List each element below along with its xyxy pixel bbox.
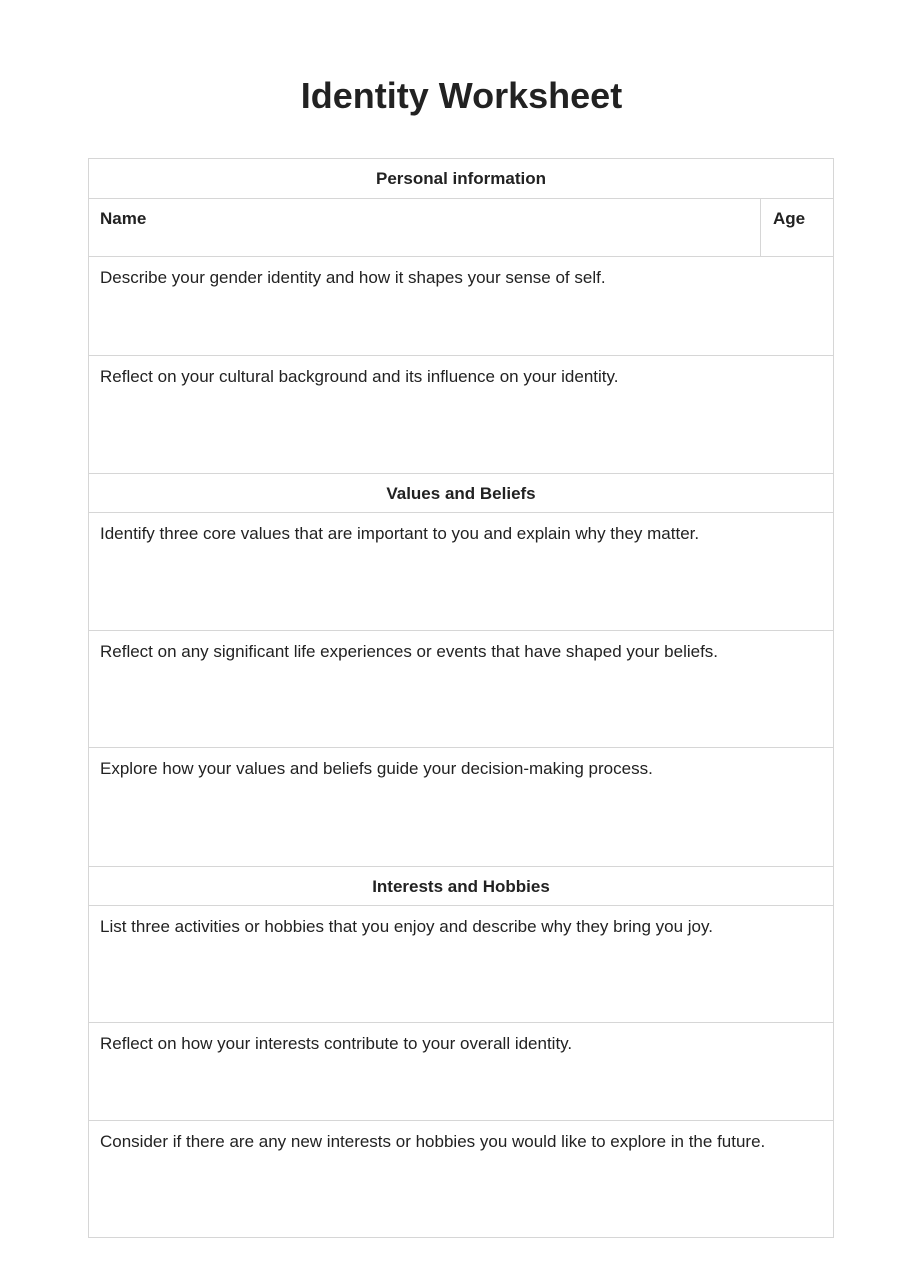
prompt-text: Reflect on any significant life experiences or events that have shaped your beliefs.: [100, 642, 719, 661]
prompt-text: Reflect on how your interests contribute to your overall identity.: [100, 1034, 573, 1053]
answer-box-core-values[interactable]: [89, 512, 833, 630]
prompt-text: Consider if there are any new interests or hobbies you would like to explore in the future.: [100, 1132, 766, 1151]
answer-box-activities-hobbies[interactable]: [89, 905, 833, 1022]
prompt-text: List three activities or hobbies that you enjoy and describe why they bring you joy.: [100, 917, 713, 936]
prompt-text: Describe your gender identity and how it shapes your sense of self.: [100, 268, 606, 287]
prompt-text: Identify three core values that are important to you and explain why they matter.: [100, 524, 700, 543]
worksheet-title: Identity Worksheet: [300, 75, 623, 116]
age-label: Age: [773, 209, 806, 228]
answer-box-gender-identity[interactable]: [89, 256, 833, 355]
answer-box-new-interests[interactable]: [89, 1120, 833, 1237]
section-heading-personal-information: Personal information: [375, 169, 547, 188]
name-age-row: [89, 198, 833, 256]
answer-box-interests-identity[interactable]: [89, 1022, 833, 1120]
name-label: Name: [100, 209, 147, 228]
section-heading-values-and-beliefs: Values and Beliefs: [89, 473, 833, 512]
section-heading-interests-and-hobbies: Interests and Hobbies: [89, 866, 833, 905]
worksheet-table: [88, 158, 834, 1238]
answer-box-life-experiences[interactable]: [89, 630, 833, 747]
prompt-text: Explore how your values and beliefs guide your decision-making process.: [100, 759, 653, 778]
age-field[interactable]: [760, 199, 833, 256]
answer-box-decision-making[interactable]: [89, 747, 833, 866]
prompt-text: Reflect on your cultural background and its influence on your identity.: [100, 367, 619, 386]
answer-box-cultural-background[interactable]: [89, 355, 833, 473]
name-field[interactable]: [89, 199, 760, 256]
